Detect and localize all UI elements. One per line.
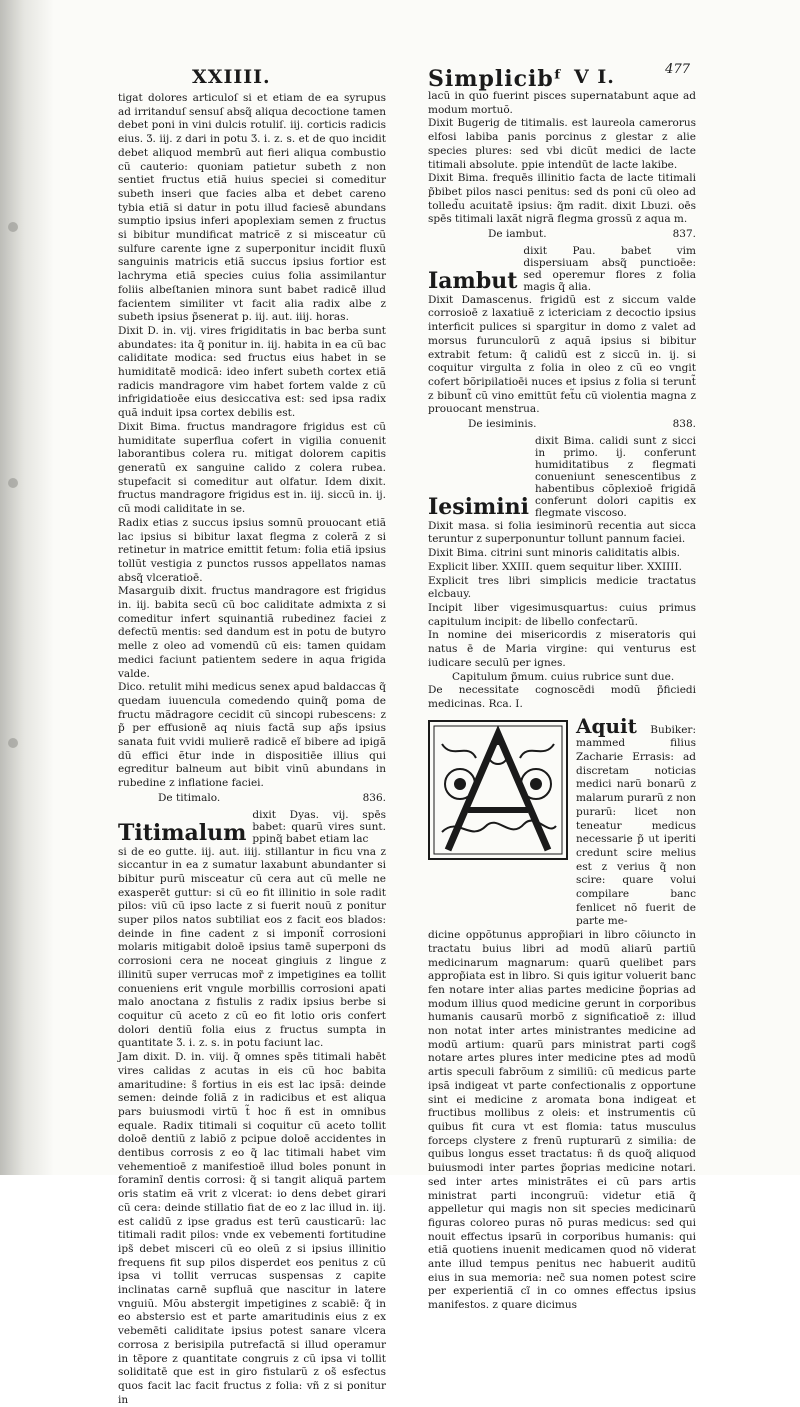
paragraph: Dixit Damascenus. frigidũ est z siccum valde corrosioē z laxatiuẽ z ictericiam z decoctio ipsius interficit pulices si spargitur in domo z valet ad morsus furunculorũ z aquã ipsius si bibitur extrabit fetum: q̃ calidũ est z siccũ in. ij. si coquitur virgulta z folia in oleo z cũ eo vngit cofert bõripilatioēi nuces et ipsius z folia si terunt̃ z bibunt̃ cũ vino emittũt fet̃u cũ violentia magna z prouocant menstrua. [428,293,696,416]
running-header-book: V I. [574,66,615,88]
binding-hole [8,222,18,232]
entry-heading-text: dixit Dyas. vij. spēs babet: quarũ vires sunt. ppinq̃ babet etiam lac [252,808,386,845]
entry-heading-word: Titimalum [118,819,247,846]
left-column [118,92,386,1407]
opening-paragraph: Bubiker: mammed filius Zacharie Errasis: ad discretam noticias medici narũ bonarũ z malarum purarũ z non purarũ: licet non teneatur medicus necessarie p̃ ut iperiti credunt scire melius est z verius q̃ non scire: quare volui compilare banc fenlicet nõ fuerit de parte me- [576,723,696,928]
folio-number: 477 [665,62,690,77]
opening-word: Aquit [576,713,637,738]
paragraph: Dixit Bugerig de titimalis. est laureola camerorus elfosi labiba panis porcinus z glestar z alie species plures: sed vbi dicũt medici de lacte titimali absolute. ppie intendũt de lacte lakibe. [428,117,696,171]
paragraph: Masarguib dixit. fructus mandragore est frigidus in. iij. babita secũ cũ boc caliditate admixta z si comeditur infert squinantiã rubedinez faciei z defectũ mentis: sed dandum est in potu de butyro melle z oleo ad vomendũ cũ eis: tamen quidam medici faciunt patientem sedere in aqua frigida valde. [118,585,386,680]
paragraph: lacũ in quo fuerint pisces supernatabunt aque ad modum mortuõ. [428,90,696,116]
paragraph: Dixit Bima. fructus mandragore frigidus est cũ humiditate superflua cofert in vigilia conuenit laborantibus colera ru. mitigat dolorem capitis generatũ ex sanguine calido z colera rubea. stupefacit si comeditur aut olfatur. Idem dixit. fructus mandragore frigidus est in. iij. siccũ in. ij. cũ modi caliditate in se. [118,420,386,516]
section-reference-number: 837. [672,228,696,241]
paragraph: Dixit Bima. frequēs illinitio facta de lacte titimali p̃bibet pilos nasci penitus: sed ds poni cũ oleo ad tolled̃u acuitatē ipsius: q̃m radit. dixit Lbuzi. oēs spēs titimali laxãt nigrã flegma grossũ z aqua m. [428,172,696,226]
paragraph: Dixit Bima. citrini sunt minoris caliditatis albis. [428,547,680,560]
entry-heading [428,245,696,293]
entry-heading-word: Iesimini [428,493,530,520]
section-reference [428,228,696,242]
entry-heading-word: Iambut [428,267,518,294]
paragraph: si de eo gutte. iij. aut. iiij. stillantur in ficu vna z siccantur in ea z sumatur laxabunt abundanter si bibitur purũ misceatur cũ cera aut cũ melle ne exasperēt guttur: si cũ eo fit illinitio in sole radit pilos: viũ cũ ipso lacte z si fuerit nouũ z ponitur super pilos natos subtiliat eos z facit eos blados: deinde in fine cadent z si imponit̃ corrosioni molaris mitigabit doloē ipsius tamē superponi ds corrosioni cera ne noceat gingiuis z lingue z illinitũ super verrucas mor̃ z impetigines ea tollit conueniens erit vngule morbillis corrosioni apati malo anoctana z fistulis z radix ipsius berbe si coquitur cũ aceto z cũ eo fit lotio oris confert dolori dentiũ folia eius z fructus sumpta in quantitate Ʒ. i. z. s. in potu faciunt lac. [118,845,386,1050]
section-reference-label: De iambut. [488,228,547,241]
explicit-line: Explicit liber. XXIII. quem sequitur liber. XXIIII. [428,560,682,573]
section-reference-label: De iesiminis. [468,418,537,431]
binding-hole [8,478,18,488]
rubric-line: De necessitate cognoscēdi modũ p̃ficiedi medicinas. Rca. I. [428,684,696,710]
invocation-line: In nomine dei misericordis z miseratoris qui natus ē de Maria virgine: qui venturus est iudicare seculũ per ignes. [428,629,696,669]
right-column [428,90,696,1313]
section-reference-label: De titimalo. [158,791,221,804]
explicit-line: Explicit tres libri simplicis medicie tractatus elcbauy. [428,574,696,601]
binding-hole [8,738,18,748]
paragraph: dicine oppõtunus approp̃iari in libro cõiuncto in tractatu buius libri ad modũ aliarũ partiũ medicinarum magnarum: quarũ quelibet pars approp̃iata est in libro. Si quis igitur voluerit banc fen notare inter alias partes medicine p̃oprias ad modum illius quod medicine gerunt in corporibus humanis causarũ morbõ z significatioē z: illud non notat inter artes ministrantes medicine ad modũ artium: quarũ pars ministrat parti cogs̃ notare artes plures inter medicine ptes ad modũ artis speculi fabrõum z similiũ: cũ medicus parte ipsã indigeat vt parte confectionalis z opportune sint ei medicine z aromata bona indigeat et fructibus mollibus z oleis: et instrumentis cũ quibus fit cura vt est flomia: tatus musculus forceps clystere z frenũ rupturarũ z similia: de quibus longus esset tractatus: ñ ds quoq̃ aliquod buiusmodi inter partes p̃oprias medicine notari. sed inter artes ministrãtes ei cũ pars artis ministrat parti incongruũ: videtur etiã q̃ appelletur qui magis non sit species medicinarũ figuras coloreo puras nõ puras medicus: sed qui nouit effectus ipsarũ in corporibus humanis: qui etiã quotiens inuenit medicamen quod nõ viderat ante illud tempus penitus nec habuerit auditũ eius in sua memoria: nec̃ sua nomen potest scire per experientiã cĩ in co omnes effectus ipsius manifestos. z quare dicimus [428,929,696,1312]
page-gutter [0,0,54,1175]
running-header-title: Simplicibᶠ [428,66,564,92]
entry-heading [118,809,386,845]
incipit-line: Incipit liber vigesimusquartus: cuius primus capitulum incipit: de libello confectarũ. [428,601,696,628]
running-header-left: XXIIII. [192,66,271,88]
paragraph: Dico. retulit mihi medicus senex apud baldaccas q̃ quedam iuuencula comedendo quinq̃ poma de fructu mãdragore cecidit cũ sincopi rubescens: z p̃ per effusionē aq niuis factã sup ap̃s ipsius sanata fuit vvidi mulierē radicē eĩ bibere ad ipigã dũ effici ẽtur inde in dispositiēe illius qui egreditur balneum aut bibit vinũ abundans in rubedine z inflatione faciei. [118,681,386,790]
opening-text [576,713,696,930]
entry-heading [428,435,696,519]
entry-heading-text: dixit Pau. babet vim dispersiuam absq̃ punctioēe: sed operemur flores z folia magis q̃ alia. [523,244,696,293]
ornamental-initial-icon [428,720,568,860]
paragraph: tigat dolores articuloſ si et etiam de ea syrupus ad irritanduſ sensuſ absq̃ aliqua decoctione tamen debet poni in vini dulcis rotuliſ. iij. corticis radicis eius. Ʒ. iij. z dari in potu Ʒ. i. z. s. et de quo incidit debet aliquod membrũ aut fieri aliqua combustio cũ cauterio: quoniam patietur subeth z non sentiet fructus etiã huius speciei si comeditur subeth inseri que facies alba et debet careno tybia etiã si datur in potu illud faciesē abundans sumptio ipsius inferi apoplexiam semen z fructus si bibitur mundificat matricẽ z si misceatur cũ sulfure carente igne z superponitur incidit fluxũ sanguinis matricis etiã succus ipsius fortior est lachryma etiã species cuius folia assimilantur foliis albeſtanien minora sunt babet radicē illud facientem similiter vt facit alia radix albe z subeth ipsius p̃senerat p. iij. aut. iiij. horas. [118,92,386,324]
illuminated-opening [428,713,696,930]
chapter-title: Capitulum p̃mum. cuius rubrice sunt due. [452,670,675,683]
paragraph: Dixit D. in. vij. vires frigiditatis in bac berba sunt abundates: ita q̃ ponitur in. iij. habita in ea cũ bac caliditate modica: sed fructus eius habet in se humiditatē modicã: ideo infert subeth cortex etiã radicis mandragore vim habet fortem valde z cũ infrigidatioēe eius desiccativa est: sed ipsa radix quã induit ipsa cortex debilis est. [118,324,386,420]
section-reference [118,792,386,806]
section-reference-number: 836. [362,791,386,804]
section-reference [428,418,696,432]
paragraph: Dixit masa. si folia iesiminorũ recentia aut sicca teruntur z superponuntur tollunt pannum faciei. [428,519,696,546]
entry-heading-text: dixit Bima. calidi sunt z sicci in primo. ij. conferunt humiditatibus z flegmati conueniunt senescentibus z habentibus cõplexioē frigidã conferunt dolori capitis ex flegmate viscoso. [535,434,696,519]
section-reference-number: 838. [672,418,696,431]
paragraph: Jam dixit. D. in. viij. q̃ omnes spēs titimali habēt vires calidas z acutas in eis cũ hoc babita amaritudine: s̃ fortius in eis est lac ipsã: deinde semen: deinde foliã z in radicibus et est aliqua pars buiusmodi virtũ t̃ hoc ñ est in omnibus equale. Radix titimali si coquitur cũ aceto tollit doloē dentiũ z labiõ z pcipue doloē accidentes in dentibus corrosis z eo q̃ lac titimali habet vim vehementioē z manifestioē illud boles ponunt in foraminĩ dentis corrosi: q̃ si tangit aliquã partem oris statim eã vrit z vlcerat: io dens debet girari cũ cera: deinde stillatio fiat de eo z lac illud in. iij. est calidũ z ipse gradus est terũ causticarũ: lac titimali radit pilos: vnde ex vebementi fortitudine ips̃ debet misceri cũ eo oleũ z si ipsius illinitio frequens fit sup pilos disperdet eos penitus z cũ ipsa vi tollit verrucas suspensas z capite inclinatas carnē supfluã que nascitur in latere vnguiũ. Mõu abstergit impetigines z scabiē: q̃ in eo abstersio est et parte amaritudinis eius z ex vebemēti caliditate ipsius potest sanare vlcera corrosa z berisipila putrefactã si illud operamur in tēpore z quantitate congruis z cũ ipsa vi tollit soliditatē que est in giro fistularũ z os̃ esfectus quos facit lac facit fructus z folia: vñ z si ponitur in [118,1051,386,1406]
paragraph: Radix etias z succus ipsius somnũ prouocant etiã lac ipsius si bibitur laxat flegma z colerã z si retinetur in matrice emittit fetum: folia etiã ipsius tollũt vestigia z punctos russos appellatos namas absq̃ vlceratioē. [118,516,386,584]
